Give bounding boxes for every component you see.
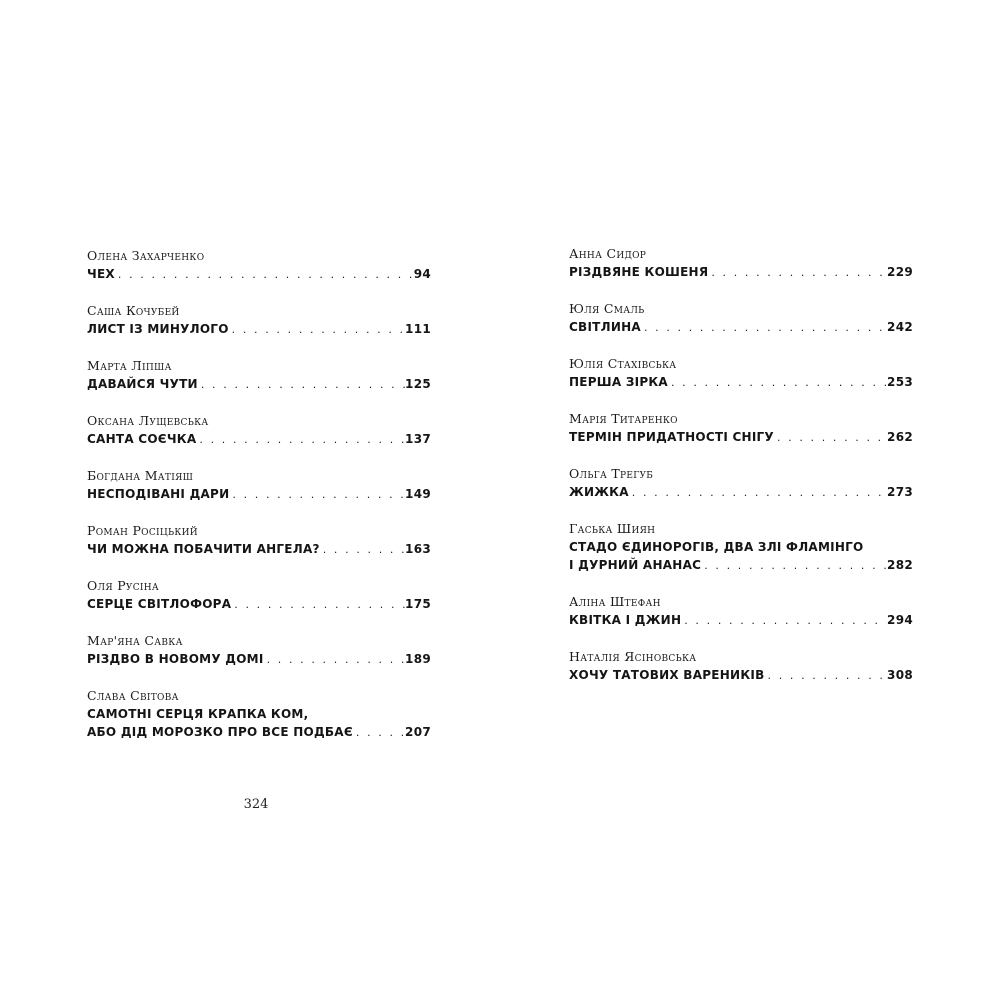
toc-entry [87,632,431,687]
story-title: ХОЧУ ТАТОВИХ ВАРЕНИКІВ [569,668,765,682]
author-name: Олена Захарченко [87,248,205,263]
story-page-number: 207 [405,725,431,739]
story-page-number: 149 [405,487,431,501]
story-title-block [87,595,431,614]
story-title-row [569,611,913,630]
story-title: СЕРЦЕ СВІТЛОФОРА [87,597,232,611]
toc-entry [87,357,431,412]
story-page-number: 242 [887,320,913,334]
story-title-block [87,540,431,559]
story-title-row [87,650,431,669]
toc-left-column [87,247,431,760]
author-name: Роман Росіцький [87,523,198,538]
story-title-block [87,265,431,284]
story-page-number: 229 [887,265,913,279]
toc-entry [569,355,913,410]
dot-leader [229,486,405,504]
story-title-row [569,428,913,447]
story-title: І ДУРНИЙ АНАНАС [569,558,702,572]
story-title-block [87,705,431,742]
dot-leader [264,651,405,669]
story-title: ТЕРМІН ПРИДАТНОСТІ СНІГУ [569,430,774,444]
author-name: Саша Кочубей [87,303,180,318]
story-page-number: 125 [405,377,431,391]
toc-entry [87,247,431,302]
author-name: Гаська Шиян [569,521,656,536]
story-page-number: 294 [887,613,913,627]
story-title: КВІТКА І ДЖИН [569,613,682,627]
story-title: РІЗДВО В НОВОМУ ДОМІ [87,652,264,666]
author-name: Марта Лiпша [87,358,172,373]
story-page-number: 94 [413,267,431,281]
toc-entry [87,467,431,522]
story-page-number: 282 [887,558,913,572]
story-title-row [87,430,431,449]
story-page-number: 175 [405,597,431,611]
story-title-row [87,265,431,284]
story-page-number: 137 [405,432,431,446]
story-title-row [87,723,431,742]
story-title-line: САМОТНІ СЕРЦЯ КРАПКА КОМ, [87,707,309,721]
story-title-block [569,428,913,447]
author-name: Аліна Штефан [569,594,661,609]
author-name: Марія Титаренко [569,411,678,426]
dot-leader [708,264,887,282]
story-page-number: 189 [405,652,431,666]
author-name: Оля Русіна [87,578,160,593]
story-title-row [569,373,913,392]
story-title: ЧИ МОЖНА ПОБАЧИТИ АНГЕЛА? [87,542,320,556]
toc-entry [87,522,431,577]
story-title: САНТА СОЄЧКА [87,432,197,446]
author-name: Юлія Стахівська [569,356,677,371]
story-title: НЕСПОДІВАНІ ДАРИ [87,487,230,501]
dot-leader [668,374,887,392]
page-number: 324 [243,797,269,812]
story-title-block [87,650,431,669]
story-title-row [87,595,431,614]
story-title-row [569,318,913,337]
dot-leader [229,321,405,339]
story-title-block [569,538,913,575]
story-title: ПЕРША ЗІРКА [569,375,668,389]
story-title-row [569,666,913,685]
dot-leader [198,376,405,394]
dot-leader [231,596,405,614]
story-page-number: 253 [887,375,913,389]
toc-entry [569,520,913,593]
story-title-block [569,263,913,282]
dot-leader [641,319,887,337]
toc-entry [569,465,913,520]
story-title-row [569,483,913,502]
story-title-row [569,263,913,282]
toc-entry [87,687,431,760]
story-title-row [87,485,431,504]
author-name: Юля Смаль [569,301,645,316]
story-title-row [87,540,431,559]
story-page-number: 273 [887,485,913,499]
dot-leader [681,612,887,630]
author-name: Оксана Лущевська [87,413,209,428]
story-title-block [87,375,431,394]
story-title-block [569,318,913,337]
story-title: РІЗДВЯНЕ КОШЕНЯ [569,265,709,279]
story-title-row [569,556,913,575]
dot-leader [115,266,414,284]
toc-right-column [569,245,913,703]
author-name: Мар'яна Савка [87,633,183,648]
toc-entry [569,300,913,355]
dot-leader [765,667,888,685]
dot-leader [196,431,405,449]
dot-leader [353,724,405,742]
story-title: ЛИСТ ІЗ МИНУЛОГО [87,322,229,336]
author-name: Анна Сидор [569,246,647,261]
story-title-block [87,320,431,339]
dot-leader [629,484,887,502]
story-title-block [569,483,913,502]
story-title-block [569,666,913,685]
dot-leader [774,429,887,447]
story-title-block [87,485,431,504]
toc-entry [569,410,913,465]
toc-entry [87,577,431,632]
story-title: ЧЕХ [87,267,115,281]
dot-leader [701,557,887,575]
story-page-number: 308 [887,668,913,682]
story-title: ЖИЖКА [569,485,629,499]
story-title-block [87,430,431,449]
toc-entry [87,302,431,357]
story-title-block [569,373,913,392]
author-name: Наталія Ясіновська [569,649,697,664]
author-name: Ольга Трегуб [569,466,654,481]
toc-entry [87,412,431,467]
story-page-number: 111 [405,322,431,336]
toc-entry [569,593,913,648]
story-title-line: СТАДО ЄДИНОРОГІВ, ДВА ЗЛІ ФЛАМІНГО [569,540,864,554]
story-title-row [87,320,431,339]
story-title: АБО ДІД МОРОЗКО ПРО ВСЕ ПОДБАЄ [87,725,353,739]
story-title-row [87,375,431,394]
author-name: Слава Світова [87,688,179,703]
story-title-block [569,611,913,630]
story-title: ДАВАЙСЯ ЧУТИ [87,377,198,391]
toc-entry [569,245,913,300]
story-page-number: 163 [405,542,431,556]
author-name: Богдана Матіяш [87,468,194,483]
toc-entry [569,648,913,703]
story-page-number: 262 [887,430,913,444]
dot-leader [320,541,405,559]
story-title: СВІТЛИНА [569,320,641,334]
